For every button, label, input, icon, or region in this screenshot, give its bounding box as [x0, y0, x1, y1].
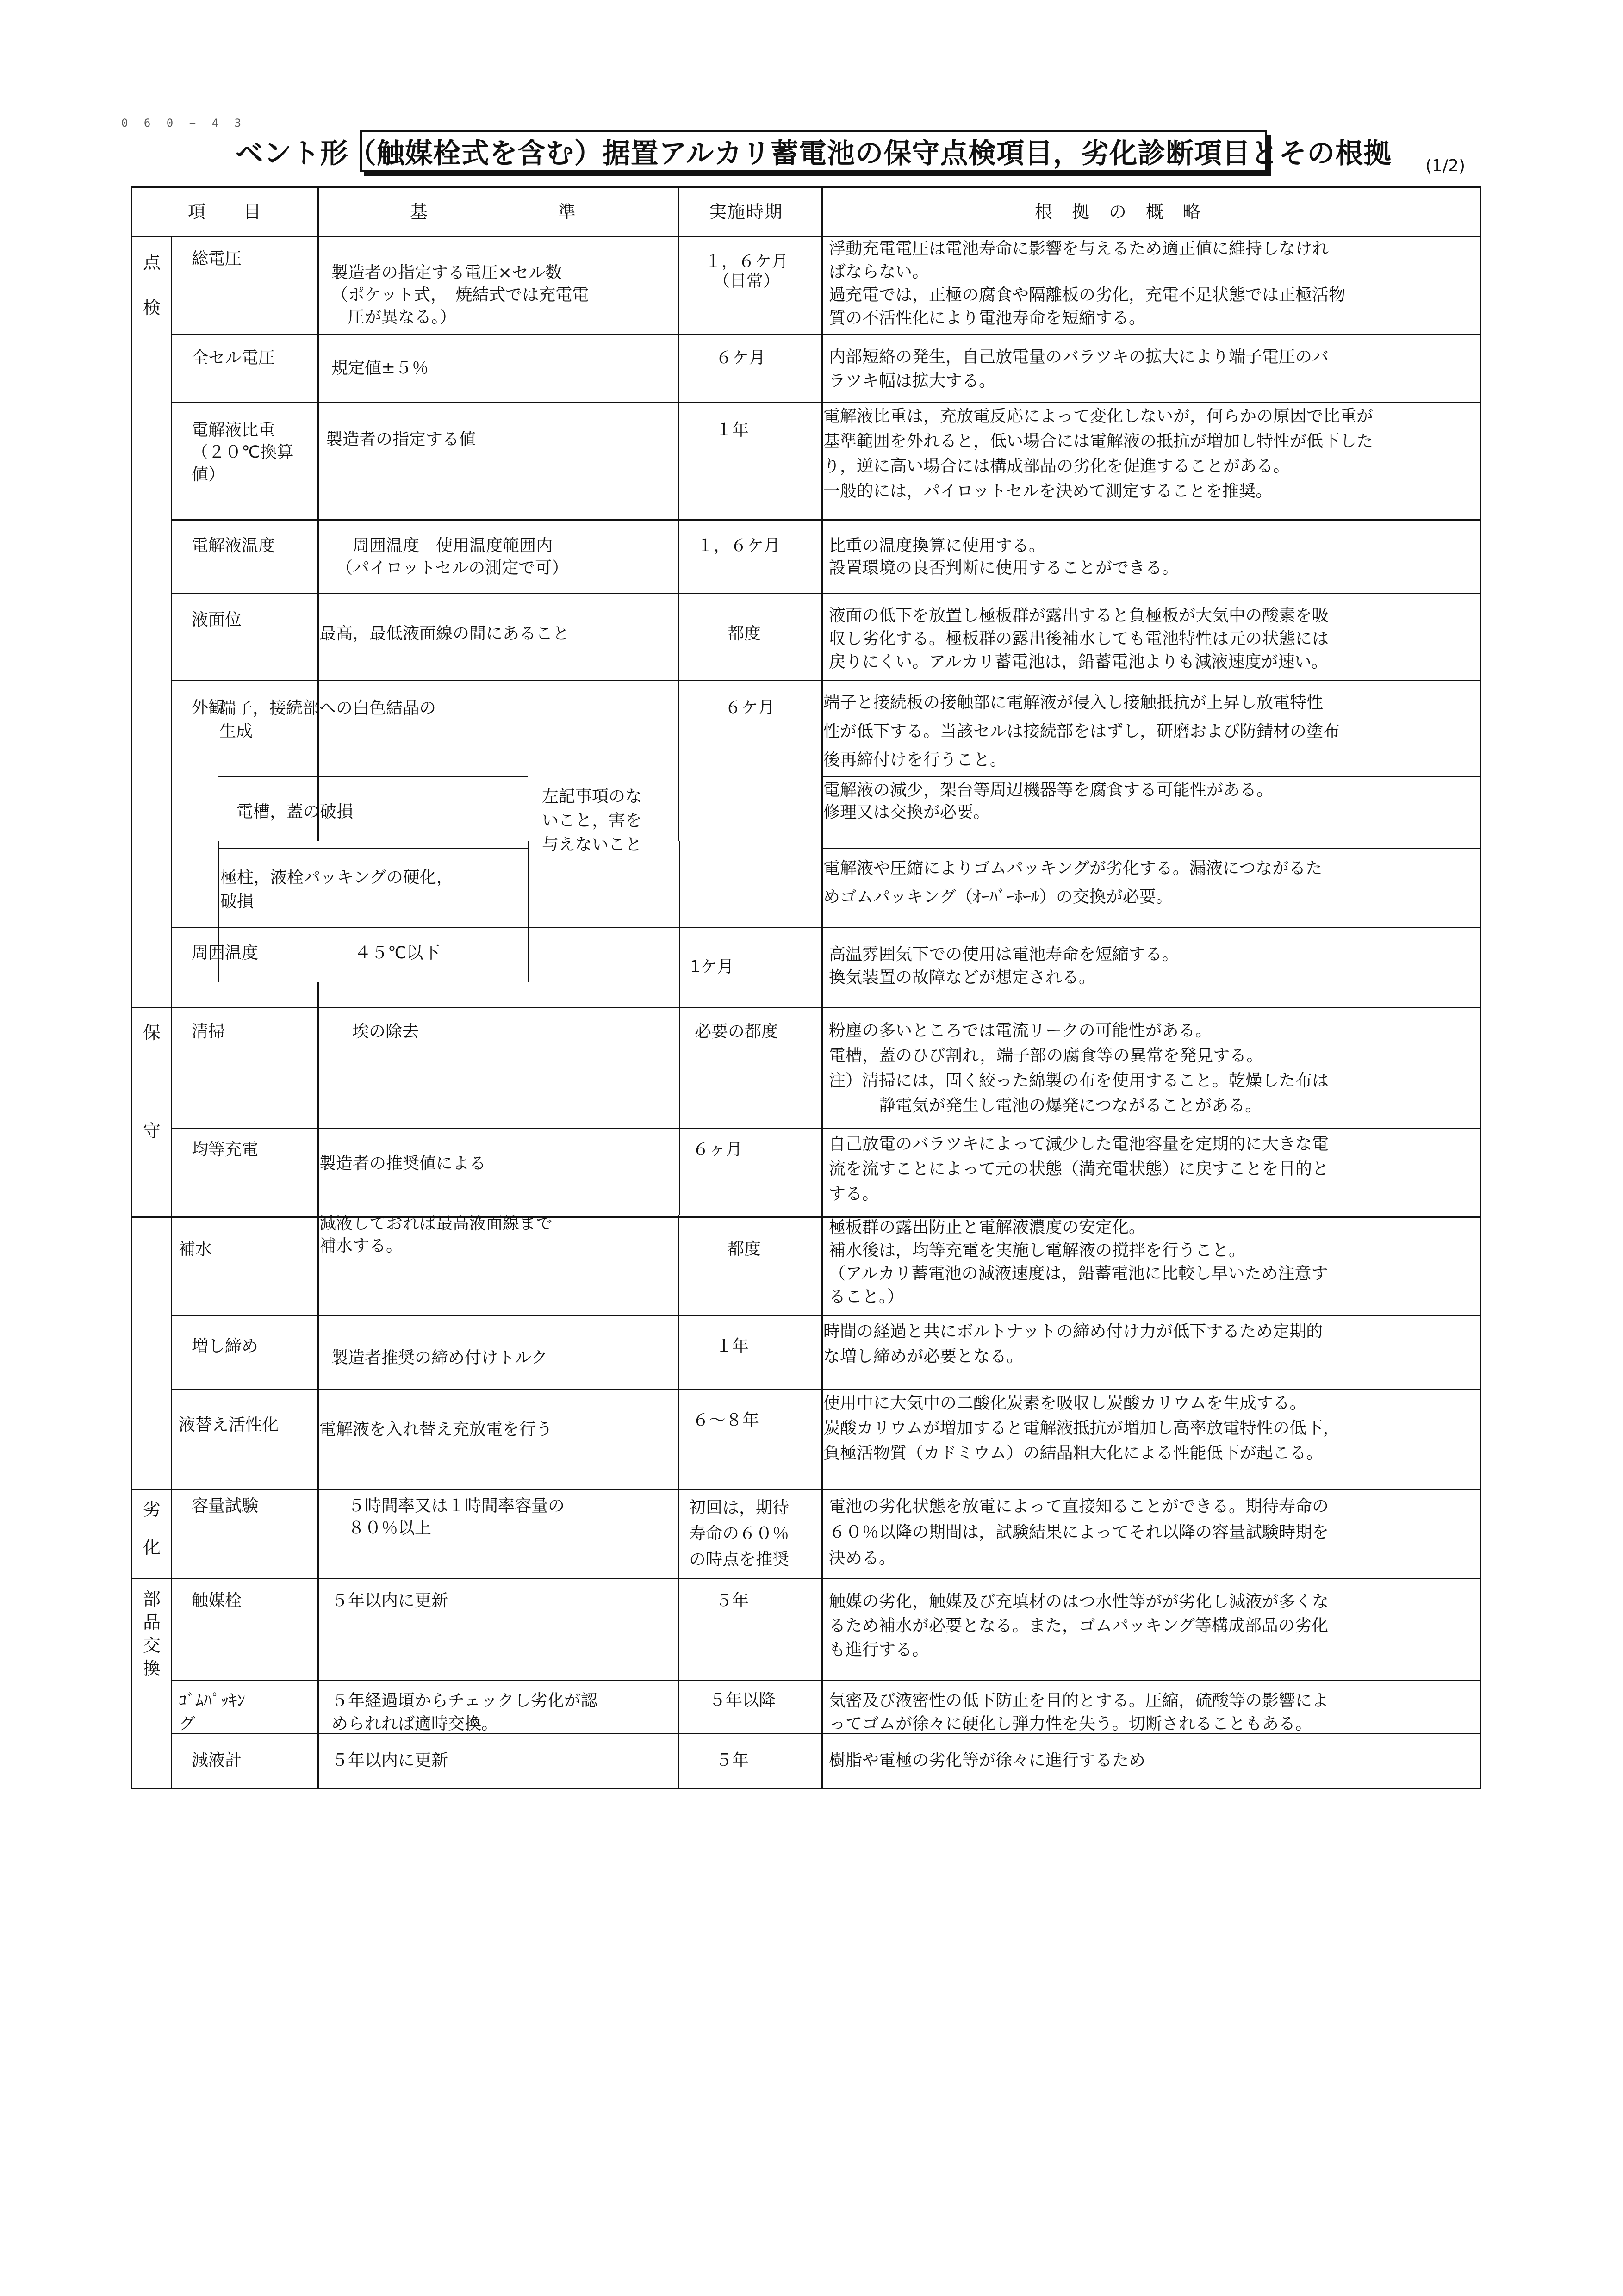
- basis-appearance-terminal: 端子と接続板の接触部に電解液が侵入し接触抵抗が上昇し放電特性 性が低下する。当該セルは接続部をはずし，研磨および防錆材の塗布 後再締付けを行うこと。: [823, 693, 1340, 769]
- standard-total-voltage: 製造者の指定する電圧×セル数 （ポケット式， 焼結式では充電電 圧が異なる。）: [331, 263, 589, 327]
- standard-liquid-level: 最高，最低液面線の間にあること: [319, 624, 570, 643]
- standard-cell-voltage: 規定値±５％: [331, 359, 429, 378]
- basis-level-gauge: 樹脂や電極の劣化等が徐々に進行するため: [829, 1751, 1146, 1770]
- basis-liquid-level: 液面の低下を放置し極板群が露出すると負極板が大気中の酸素を吸 収し劣化する。極板群の露出後補水しても電池特性は元の状態には 戻りにくい。アルカリ蓄電池は，鉛蓄電池よりも減液速度が速い。: [829, 606, 1329, 671]
- item-cell-voltage: 全セル電圧: [192, 348, 275, 367]
- basis-replace-activate: 使用中に大気中の二酸化炭素を吸収し炭酸カリウムを生成する。 炭酸カリウムが増加すると電解液抵抗が増加し高率放電特性の低下， 負極活物質（カドミウム）の結晶粗大化による性能低下が起こる。: [823, 1394, 1340, 1463]
- item-replace-activate: 液替え活性化: [179, 1415, 279, 1434]
- standard-catalyst-plug: ５年以内に更新: [331, 1591, 448, 1610]
- item-capacity-test: 容量試験: [192, 1496, 259, 1515]
- period-rubber-packing: ５年以降: [709, 1691, 776, 1710]
- page-title: ベント形（触媒栓式を含む）据置アルカリ蓄電池の保守点検項目，劣化診断項目とその根拠: [360, 130, 1267, 172]
- appearance-sub-pole: 極柱，液栓パッキングの硬化， 破損: [220, 868, 453, 911]
- item-cleaning: 清掃: [192, 1022, 225, 1041]
- period-replace-activate: ６～８年: [692, 1411, 759, 1430]
- period-cell-voltage: ６ケ月: [715, 348, 766, 367]
- standard-specific-gravity: 製造者の指定する値: [326, 430, 476, 449]
- basis-equalizing: 自己放電のバラツキによって減少した電池容量を定期的に大きな電 流を流すことによって元の状態（満充電状態）に戻すことを目的と する。: [829, 1135, 1329, 1204]
- appearance-sub-case: 電槽，蓋の破損: [236, 802, 354, 821]
- basis-specific-gravity: 電解液比重は，充放電反応によって変化しないが，何らかの原因で比重が 基準範囲を外れると，低い場合には電解液の抵抗が増加し特性が低下した り，逆に高い場合には構成部品の劣化を促進することがある。 一般的には，パイロットセルを決めて測定することを推奨。: [823, 407, 1374, 501]
- period-capacity-test: 初回は，期待 寿命の６０％ の時点を推奨: [689, 1498, 790, 1569]
- document-code: 0 6 0 − 4 3: [121, 117, 246, 130]
- basis-catalyst-plug: 触媒の劣化，触媒及び充填材のはつ水性等がが劣化し減液が多くな るため補水が必要となる。また，ゴムパッキング等構成部品の劣化 も進行する。: [829, 1592, 1329, 1659]
- header-basis: 根 拠 の 概 略: [1035, 202, 1202, 222]
- header-period: 実施時期: [709, 202, 784, 222]
- standard-electrolyte-temp: 周囲温度 使用温度範囲内 （パイロットセルの測定で可）: [336, 536, 569, 577]
- basis-cleaning: 粉塵の多いところでは電流リークの可能性がある。 電槽，蓋のひび割れ，端子部の腐食等の異常を発見する。 注）清掃には，固く絞った綿製の布を使用すること。乾燥した布は 静電気が発生し電池の爆発につながることがある。: [829, 1021, 1329, 1115]
- basis-capacity-test: 電池の劣化状態を放電によって直接知ることができる。期待寿命の ６０％以降の期間は，試験結果によってそれ以降の容量試験時期を 決める。: [829, 1497, 1329, 1568]
- period-equalizing: ６ヶ月: [692, 1140, 743, 1159]
- period-liquid-level: 都度: [728, 624, 761, 643]
- standard-water: 減液しておれば最高液面線まで 補水する。: [319, 1214, 553, 1255]
- item-specific-gravity: 電解液比重 （２０℃換算 値）: [192, 421, 294, 484]
- appearance-common-standard: 左記事項のな いこと，害を 与えないこと: [542, 787, 642, 854]
- standard-equalizing: 製造者の推奨値による: [319, 1154, 486, 1173]
- period-specific-gravity: １年: [715, 421, 749, 440]
- period-electrolyte-temp: １，６ケ月: [697, 536, 781, 555]
- item-water: 補水: [179, 1240, 212, 1259]
- basis-total-voltage: 浮動充電電圧は電池寿命に影響を与えるため適正値に維持しなけれ ばならない。 過充電では，正極の腐食や隔離板の劣化，充電不足状態では正極活物 質の不活性化により電池寿命を短縮する。: [829, 239, 1346, 328]
- standard-rubber-packing: ５年経過頃からチェックし劣化が認 められれば適時交換。: [331, 1691, 597, 1733]
- basis-appearance-case: 電解液の減少，架台等周辺機器等を腐食する可能性がある。 修理又は交換が必要。: [823, 781, 1274, 822]
- period-water: 都度: [728, 1240, 761, 1259]
- header-standard: 基 準: [410, 202, 577, 222]
- item-total-voltage: 総電圧: [192, 249, 242, 268]
- period-catalyst-plug: ５年: [715, 1591, 749, 1610]
- standard-replace-activate: 電解液を入れ替え充放電を行う: [319, 1420, 553, 1439]
- item-equalizing: 均等充電: [192, 1140, 259, 1159]
- basis-appearance-pole: 電解液や圧縮によりゴムパッキングが劣化する。漏液につながるた めゴムパッキング（ｵｰﾊﾞｰﾎｰﾙ）の交換が必要。: [823, 859, 1323, 906]
- basis-rubber-packing: 気密及び液密性の低下防止を目的とする。圧縮，硫酸等の影響によ ってゴムが徐々に硬化し弾力性を失う。切断されることもある。: [829, 1691, 1329, 1733]
- basis-retighten: 時間の経過と共にボルトナットの締め付け力が低下するため定期的 な増し締めが必要となる。: [823, 1322, 1323, 1366]
- standard-retighten: 製造者推奨の締め付けトルク: [331, 1348, 548, 1367]
- item-retighten: 増し締め: [192, 1337, 259, 1356]
- category-rekka: 劣 化: [143, 1499, 161, 1558]
- period-level-gauge: ５年: [715, 1751, 749, 1770]
- item-appearance: 外観: [192, 698, 225, 717]
- standard-ambient-temp: ４５℃以下: [354, 943, 440, 962]
- item-rubber-packing: ｺﾞﾑﾊﾟｯｷﾝ グ: [179, 1691, 245, 1733]
- basis-cell-voltage: 内部短絡の発生，自己放電量のバラツキの拡大により端子電圧のバ ラツキ幅は拡大する。: [829, 348, 1329, 391]
- page-number: (1/2): [1425, 156, 1466, 175]
- header-item: 項 目: [188, 202, 262, 222]
- category-tenken: 点 検: [143, 252, 161, 318]
- basis-water: 極板群の露出防止と電解液濃度の安定化。 補水後は，均等充電を実施し電解液の撹拌を行うこと。 （アルカリ蓄電池の減液速度は，鉛蓄電池に比較し早いため注意す ること。）: [829, 1218, 1328, 1306]
- period-retighten: １年: [715, 1337, 749, 1356]
- period-total-voltage: １，６ケ月 （日常）: [704, 252, 788, 291]
- category-hoshu: 保 守: [143, 1023, 161, 1141]
- standard-capacity-test: ５時間率又は１時間率容量の ８０％以上: [331, 1496, 565, 1538]
- item-catalyst-plug: 触媒栓: [192, 1591, 242, 1610]
- inspection-table: [131, 186, 1481, 1789]
- item-liquid-level: 液面位: [192, 610, 242, 629]
- appearance-sub-terminal: 端子，接続部への白色結晶の 生成: [219, 699, 436, 741]
- item-level-gauge: 減液計: [192, 1751, 242, 1770]
- item-electrolyte-temp: 電解液温度: [192, 536, 275, 555]
- item-ambient-temp: 周囲温度: [192, 943, 259, 962]
- basis-electrolyte-temp: 比重の温度換算に使用する。 設置環境の良否判断に使用することができる。: [829, 536, 1179, 577]
- basis-ambient-temp: 高温雰囲気下での使用は電池寿命を短縮する。 換気装置の故障などが想定される。: [829, 945, 1179, 987]
- period-appearance: ６ケ月: [725, 698, 775, 717]
- category-buhin: 部 品 交 換: [143, 1589, 161, 1679]
- standard-level-gauge: ５年以内に更新: [331, 1751, 448, 1770]
- period-cleaning: 必要の都度: [695, 1022, 778, 1041]
- standard-cleaning: 埃の除去: [352, 1022, 419, 1041]
- period-ambient-temp: 1ケ月: [690, 957, 734, 976]
